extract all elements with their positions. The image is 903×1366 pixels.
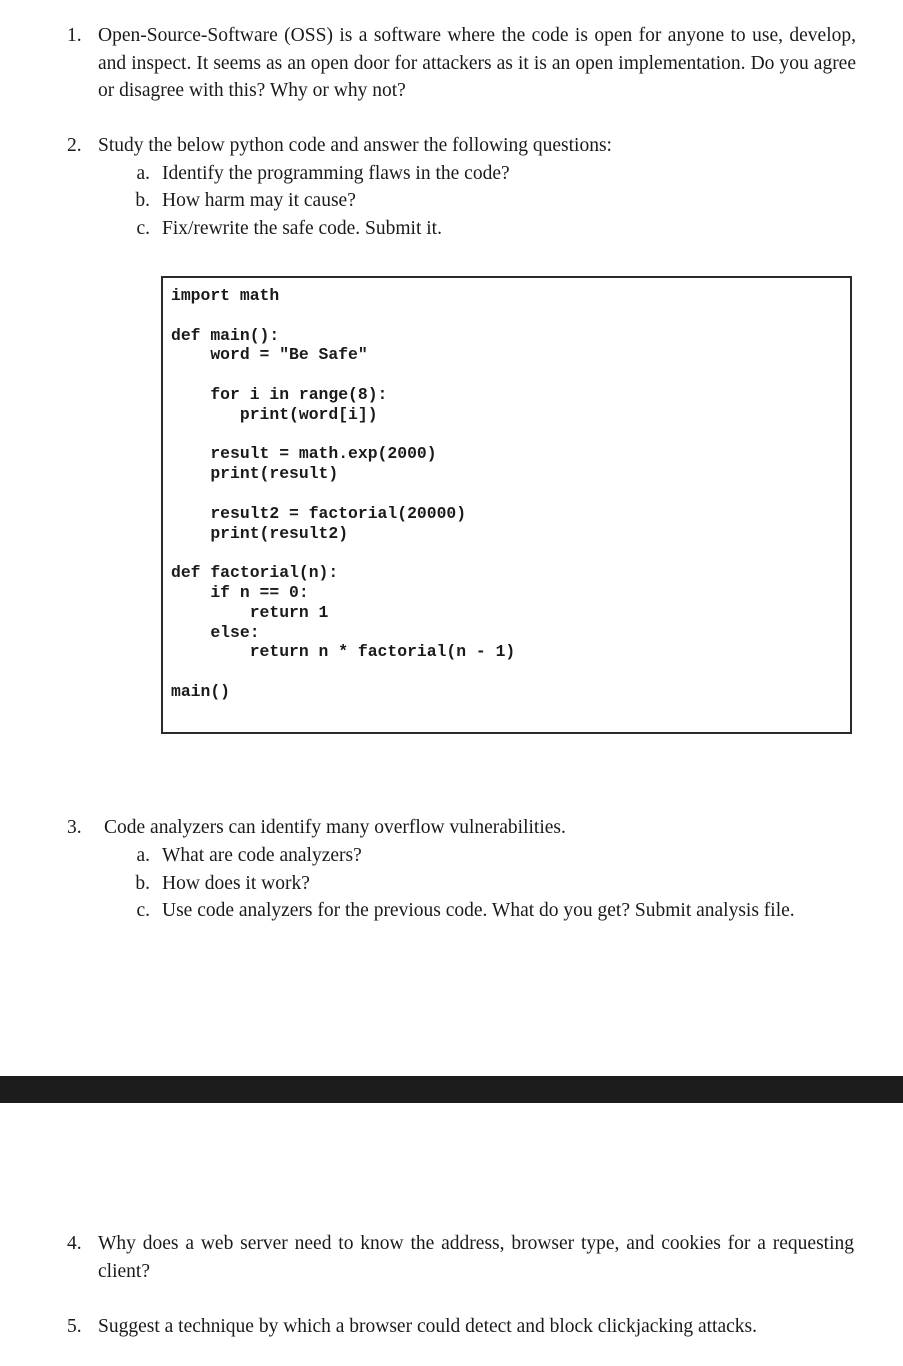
question-3-subitem-c — [136, 897, 795, 925]
subitem-letter: a. — [136, 845, 150, 866]
subitem-text: What are code analyzers? — [162, 845, 362, 866]
subitem-text: Identify the programming flaws in the code? — [162, 163, 510, 184]
question-text: Open-Source-Software (OSS) is a software where the code is open for anyone to use, develop, and inspect. It seems as an open door for attackers as it is an open implementation. Do you agree or disagree with this? Why or why not? — [98, 25, 856, 101]
black-bar — [0, 1076, 903, 1103]
code-line — [171, 365, 515, 385]
code-line: return 1 — [171, 602, 329, 622]
question-text: Suggest a technique by which a browser could detect and block clickjacking attacks. — [98, 1316, 757, 1337]
code-line: else: — [171, 622, 260, 642]
question-3-subitem-b — [135, 870, 310, 898]
question-number: 4. — [67, 1233, 82, 1254]
subitem-text: Use code analyzers for the previous code. What do you get? Submit analysis file. — [162, 900, 795, 921]
code-line: return n * factorial(n - 1) — [171, 642, 516, 662]
code-line: result = math.exp(2000) — [171, 444, 437, 464]
question-number: 5. — [67, 1316, 82, 1337]
subitem-text: Fix/rewrite the safe code. Submit it. — [162, 218, 442, 239]
code-line: def main(): — [171, 325, 280, 345]
code-line: result2 = factorial(20000) — [171, 503, 467, 523]
code-line: for i in range(8): — [171, 384, 388, 404]
code-line: word = "Be Safe" — [171, 345, 368, 365]
code-line: print(result2) — [171, 523, 349, 543]
code-line: print(result) — [171, 464, 339, 484]
subitem-text: How does it work? — [162, 873, 310, 894]
code-box — [161, 276, 852, 734]
question-text: Why does a web server need to know the address, browser type, and cookies for a requesting client? — [98, 1233, 854, 1282]
code-line: import math — [171, 286, 280, 305]
code-line — [171, 543, 515, 563]
code-line: def factorial(n): — [171, 563, 339, 583]
question-text: Code analyzers can identify many overflow vulnerabilities. — [104, 817, 566, 838]
question-3-subitem-a — [136, 842, 362, 870]
question-number: 1. — [67, 25, 82, 46]
question-2-subitem-c — [136, 215, 442, 243]
python-code-block — [171, 286, 515, 702]
subitem-letter: a. — [136, 163, 150, 184]
code-line — [171, 306, 515, 326]
subitem-letter: c. — [136, 900, 150, 921]
subitem-letter: c. — [136, 218, 150, 239]
code-line: main() — [171, 681, 231, 701]
question-text: Study the below python code and answer the following questions: — [98, 135, 612, 156]
code-line — [171, 425, 515, 445]
question-2-subitem-a — [136, 160, 510, 188]
question-2-subitem-b — [135, 187, 356, 215]
question-number: 2. — [67, 135, 82, 156]
code-line — [171, 662, 515, 682]
question-number: 3. — [67, 817, 82, 838]
subitem-text: How harm may it cause? — [162, 190, 356, 211]
subitem-letter: b. — [135, 190, 150, 211]
code-line: print(word[i]) — [171, 404, 378, 424]
subitem-letter: b. — [135, 873, 150, 894]
code-line — [171, 484, 515, 504]
code-line: if n == 0: — [171, 582, 309, 602]
